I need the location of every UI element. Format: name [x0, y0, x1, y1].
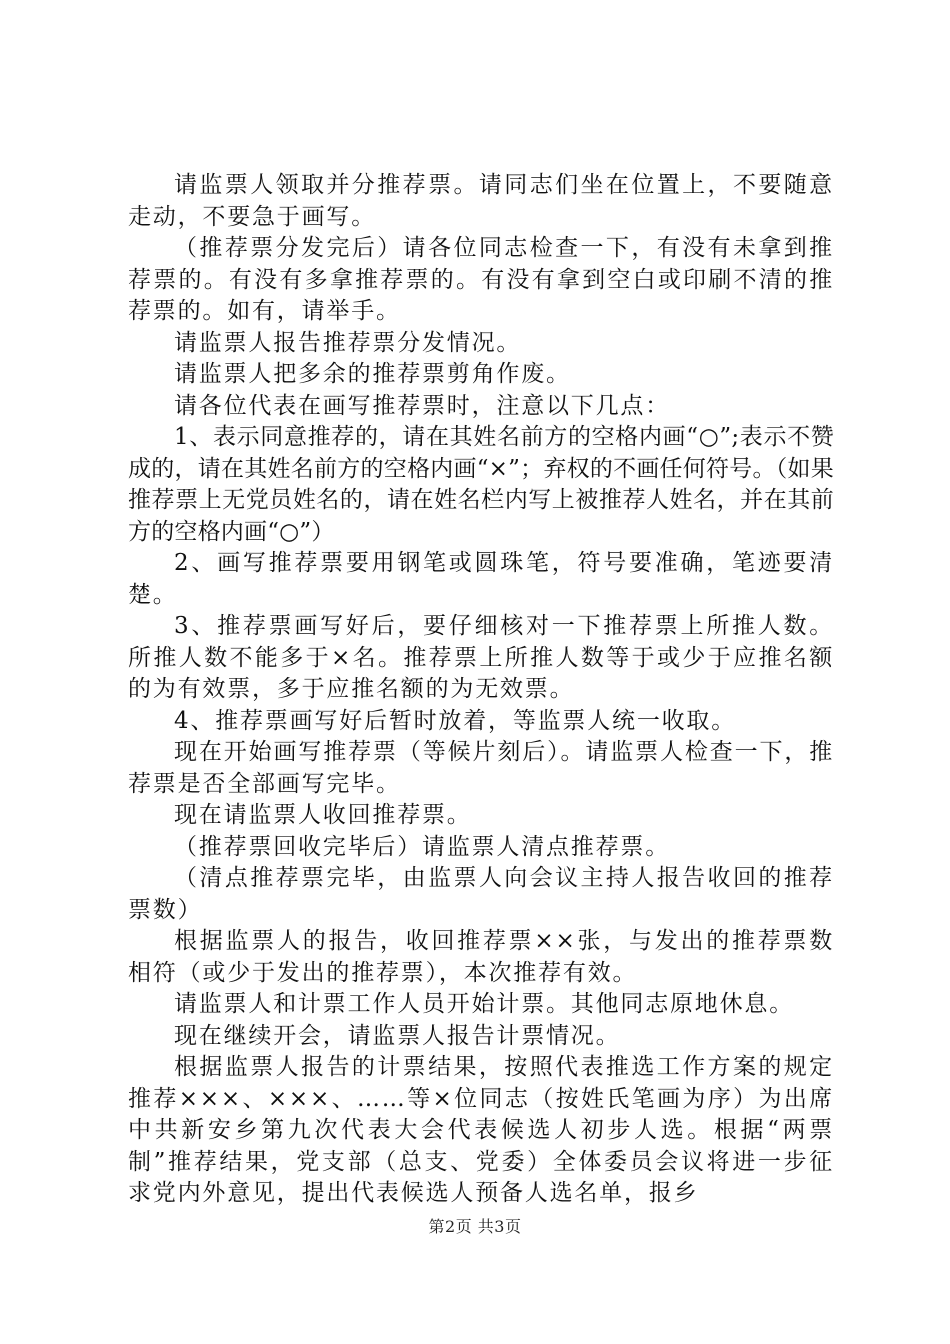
paragraph-16: 现在继续开会，请监票人报告计票情况。 [174, 1022, 621, 1049]
paragraph-14: 根据监票人的报告，收回推荐票××张，与发出的推荐票数相符（或少于发出的推荐票），本次推荐有效。 [128, 928, 834, 986]
paragraph-4: 请监票人把多余的推荐票剪角作废。 [174, 361, 571, 387]
paragraph-7: 2、画写推荐票要用钢笔或圆珠笔，符号要准确，笔迹要清楚。 [128, 550, 834, 608]
paragraph-8: 3、推荐票画写好后，要仔细核对一下推荐票上所推人数。所推人数不能多于×名。推荐票上所推人数等于或少于应推名额的为有效票，多于应推名额的为无效票。 [128, 613, 834, 702]
paragraph-3: 请监票人报告推荐票分发情况。 [174, 329, 522, 356]
paragraph-2: （推荐票分发完后）请各位同志检查一下，有没有未拿到推荐票的。有没有多拿推荐票的。有没有拿到空白或印刷不清的推荐票的。如有，请举手。 [128, 235, 834, 324]
paragraph-10: 现在开始画写推荐票（等候片刻后）。请监票人检查一下，推荐票是否全部画写完毕。 [128, 739, 834, 797]
paragraph-13: （清点推荐票完毕，由监票人向会议主持人报告收回的推荐票数） [128, 865, 834, 923]
paragraph-15: 请监票人和计票工作人员开始计票。其他同志原地休息。 [174, 991, 794, 1017]
paragraph-5: 请各位代表在画写推荐票时，注意以下几点： [174, 392, 670, 419]
paragraph-6: 1、表示同意推荐的，请在其姓名前方的空格内画“○”;表示不赞成的，请在其姓名前方的空格内画“×”；弃权的不画任何符号。（如果推荐票上无党员姓名的，请在姓名栏内写上被推荐人姓名，并在其前方的空格内画“○”） [128, 424, 834, 545]
paragraph-11: 现在请监票人收回推荐票。 [174, 802, 472, 828]
paragraph-9: 4、推荐票画写好后暂时放着，等监票人统一收取。 [174, 707, 737, 734]
paragraph-12: （推荐票回收完毕后）请监票人清点推荐票。 [174, 833, 670, 860]
paragraph-1: 请监票人领取并分推荐票。请同志们坐在位置上，不要随意走动，不要急于画写。 [128, 172, 834, 230]
document-body [128, 170, 834, 1210]
paragraph-17: 根据监票人报告的计票结果，按照代表推选工作方案的规定推荐×××、×××、……等×位同志（按姓氏笔画为序）为出席中共新安乡第九次代表大会代表候选人初步人选。根据“两票制”推荐结果，党支部（总支、党委）全体委员会议将进一步征求党内外意见，提出代表候选人预备人选名单，报乡 [128, 1054, 834, 1206]
page-number-footer: 第2页 共3页 [428, 1217, 522, 1236]
